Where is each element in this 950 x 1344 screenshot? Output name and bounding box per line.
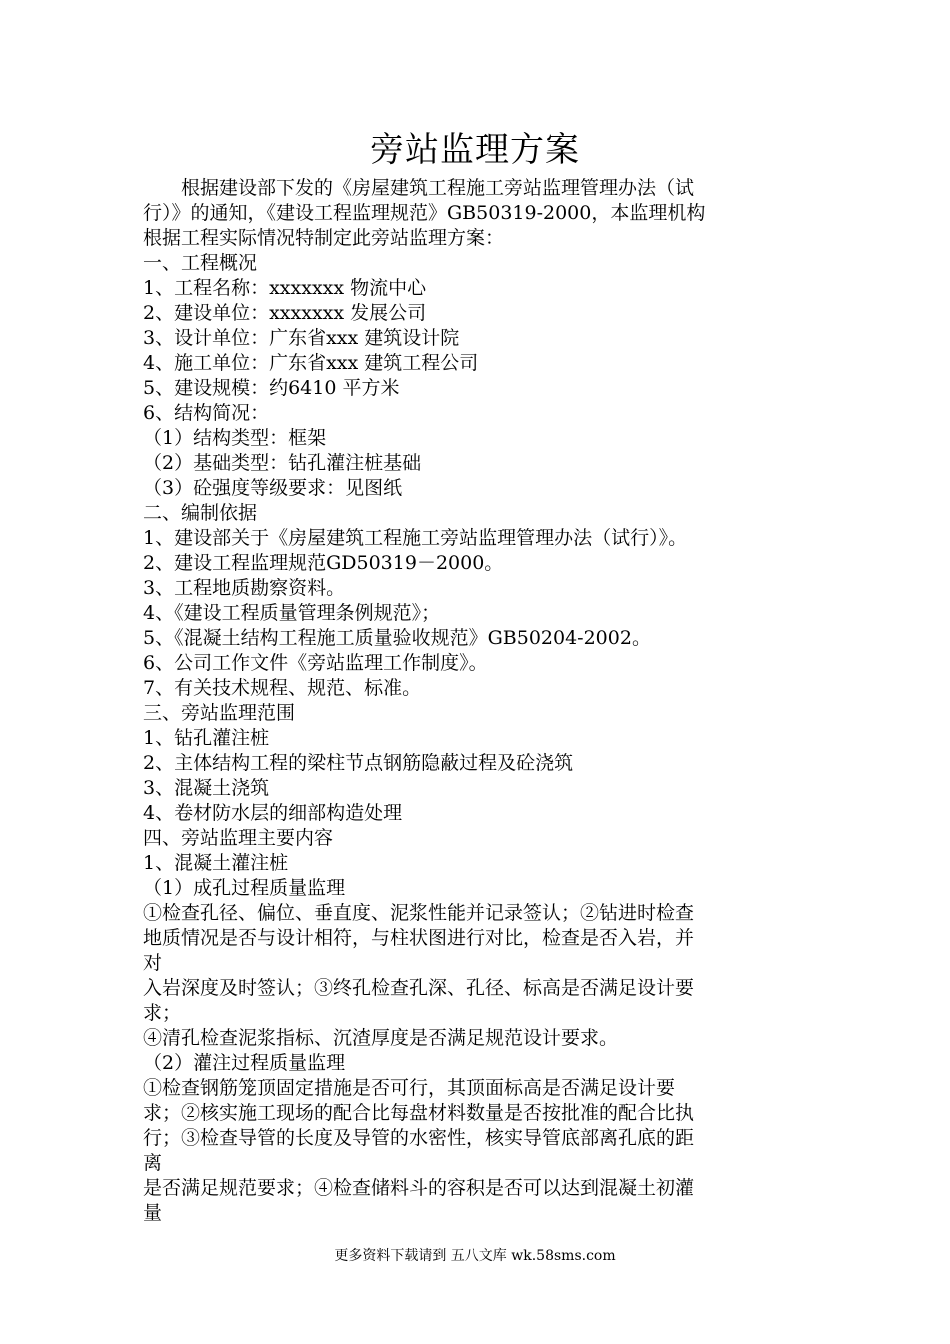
section-heading: 二、编制依据 [143,502,258,524]
list-item: 3、工程地质勘察资料。 [143,577,346,599]
paragraph-line: 离 [143,1152,163,1174]
sub-item: （2）灌注过程质量监理 [143,1052,346,1074]
sub-item: （1）结构类型：框架 [143,427,327,449]
paragraph-line: ①检查孔径、偏位、垂直度、泥浆性能并记录签认；②钻进时检查 [143,902,695,924]
list-item: 2、主体结构工程的梁柱节点钢筋隐蔽过程及砼浇筑 [143,752,574,774]
section-heading: 三、旁站监理范围 [143,702,296,724]
paragraph-line: 量 [143,1202,163,1224]
list-item: 4、卷材防水层的细部构造处理 [143,802,403,824]
intro-line: 行）》的通知，《建设工程监理规范》GB50319-2000，本监理机构 [143,202,706,224]
section-heading: 四、旁站监理主要内容 [143,827,334,849]
list-item: 3、混凝土浇筑 [143,777,270,799]
list-item: 4、施工单位：广东省xxx 建筑工程公司 [143,352,479,374]
paragraph-line: 求；②核实施工现场的配合比每盘材料数量是否按批准的配合比执 [143,1102,695,1124]
list-item: 5、《混凝土结构工程施工质量验收规范》GB50204-2002。 [143,627,651,649]
paragraph-line: 地质情况是否与设计相符，与柱状图进行对比，检查是否入岩，并 [143,927,695,949]
paragraph-line: 是否满足规范要求；④检查储料斗的容积是否可以达到混凝土初灌 [143,1177,695,1199]
list-item: 6、结构简况： [143,402,270,424]
list-item: 3、设计单位：广东省xxx 建筑设计院 [143,327,460,349]
list-item: 1、建设部关于《房屋建筑工程施工旁站监理管理办法（试行）》。 [143,527,688,549]
paragraph-line: 对 [143,952,163,974]
list-item: 4、《建设工程质量管理条例规范》； [143,602,441,624]
list-item: 6、公司工作文件《旁站监理工作制度》。 [143,652,488,674]
sub-item: （2）基础类型：钻孔灌注桩基础 [143,452,422,474]
document-body [143,176,803,1226]
document-title: 旁站监理方案 [370,130,580,170]
paragraph-line: 求； [143,1002,182,1024]
list-item: 1、混凝土灌注桩 [143,852,289,874]
sub-item: （3）砼强度等级要求：见图纸 [143,477,403,499]
list-item: 1、钻孔灌注桩 [143,727,270,749]
list-item: 2、建设单位：xxxxxxx 发展公司 [143,302,427,324]
intro-line: 根据建设部下发的《房屋建筑工程施工旁站监理管理办法（试 [181,177,695,199]
paragraph-line: 行；③检查导管的长度及导管的水密性，核实导管底部离孔底的距 [143,1127,695,1149]
section-heading: 一、工程概况 [143,252,258,274]
intro-line: 根据工程实际情况特制定此旁站监理方案： [143,227,505,249]
page-footer: 更多资料下载请到 五八文库 wk.58sms.com [334,1248,616,1264]
paragraph-line: ①检查钢筋笼顶固定措施是否可行，其顶面标高是否满足设计要 [143,1077,676,1099]
paragraph-line: ④清孔检查泥浆指标、沉渣厚度是否满足规范设计要求。 [143,1027,619,1049]
list-item: 1、工程名称：xxxxxxx 物流中心 [143,277,427,299]
sub-item: （1）成孔过程质量监理 [143,877,346,899]
list-item: 2、建设工程监理规范GD50319－2000。 [143,552,504,574]
list-item: 7、有关技术规程、规范、标准。 [143,677,422,699]
list-item: 5、建设规模：约6410 平方米 [143,377,400,399]
paragraph-line: 入岩深度及时签认；③终孔检查孔深、孔径、标高是否满足设计要 [143,977,695,999]
